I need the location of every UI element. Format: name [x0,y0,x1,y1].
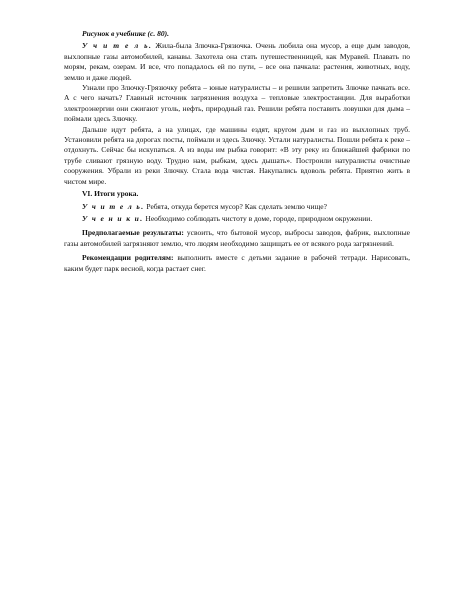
story-intro-text: Жила-была Злючка-Грязючка. Очень любила она мусор, а еще дым заводов, выхлопные газы автомобилей, канавы. Захотела она стать путешественницей, как Муравей. Плавать по морям, рекам, озерам. И все, что попадалось ей по пути, – все она пачкала: растения, животных, воду, землю и даже людей. [64,41,410,82]
speaker-teacher: У ч и т е л ь. [82,41,153,51]
paragraph-story-intro [64,41,410,83]
paragraph-river: Дальше идут ребята, а на улицах, где машины ездят, кругом дым и газ из выхлопных труб. Установили ребята на дорогах посты, поймали и здесь Злючку. Устали натуралисты. Пошли ребята к реке – отдохнуть. Сейчас бы искупаться. А из воды им рыбка говорит: «В эту реку из ближайшей фабрики по трубе сливают грязную воду. Трудно нам, рыбкам, здесь дышать». Построили натуралисты очистные сооружения. Убрали из реки Злючку. Стала вода чистая. Накупались вдоволь ребята. Приятно жить в чистом мире. [64,124,410,186]
recommendations-label: Рекомендации родителям: [82,253,174,263]
document-page [64,29,410,274]
results-label: Предполагаемые результаты: [82,228,184,238]
paragraph-students-answer [64,214,410,224]
speaker-teacher-2: У ч и т е л ь. [82,201,145,211]
results-text: усвоить, что бытовой мусор, выбросы заводов, фабрик, выхлопные газы автомобилей загрязняют землю, что людям необходимо защищать ее от всякого рода загрязнений. [64,228,410,248]
recommendations-text: выполнить вместе с детьми задание в рабочей тетради. Нарисовать, каким будет парк весной, когда растает снег. [64,253,410,273]
answer-text: Необходимо соблюдать чистоту в доме, городе, природном окружении. [143,213,373,223]
figure-caption: Рисунок в учебнике (с. 80). [82,29,169,38]
paragraph-naturalists: Узнали про Злючку-Грязючку ребята – юные натуралисты – и решили запретить Злючке пачкать все. А с чего начать? Главный источник загрязнения воздуха – тепловые электростанции. Для выработки электроэнергии они сжигают уголь, нефть, природный газ. Решили ребята поставить ловушки для дыма – поймали здесь Злючку. [64,83,410,124]
section-heading: VI. Итоги урока. [82,189,139,199]
paragraph-expected-results [64,228,410,249]
question-text: Ребята, откуда берется мусор? Как сделать землю чище? [144,201,327,211]
paragraph-teacher-question [64,202,410,212]
speaker-students: У ч е н и к и. [82,213,144,223]
paragraph-parent-recommendations [64,253,410,274]
